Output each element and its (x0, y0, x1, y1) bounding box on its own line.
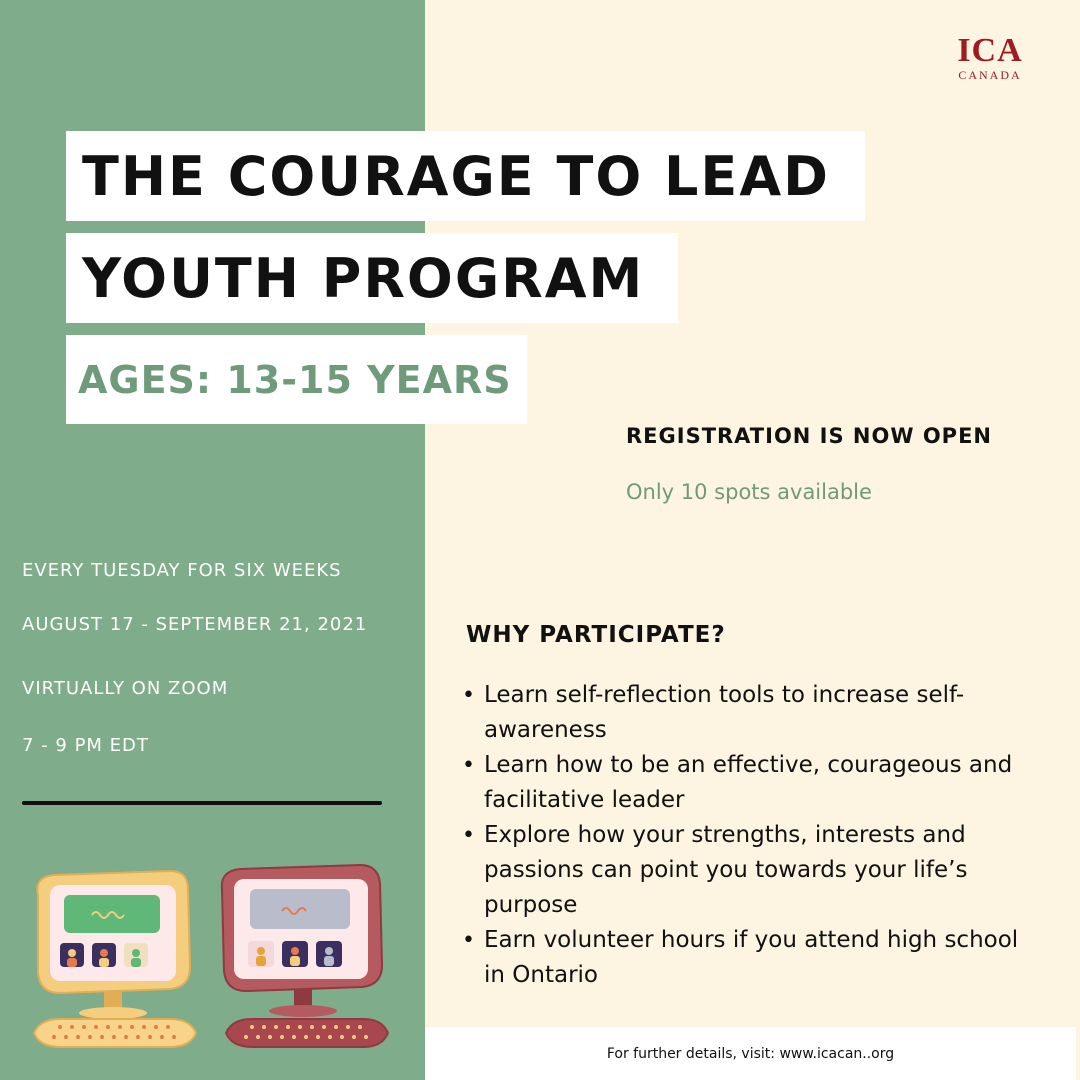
ages-label: AGES: 13-15 YEARS (78, 357, 512, 402)
ages-box (66, 335, 527, 424)
logo-sub-text: CANADA (958, 68, 1022, 82)
benefit-item: • Learn how to be an effective, courageous and facilitative leader (462, 748, 1042, 818)
computer-yellow-icon (34, 871, 196, 1047)
why-participate-heading: WHY PARTICIPATE? (466, 622, 726, 648)
title-line-2: YOUTH PROGRAM (82, 246, 645, 310)
benefit-item: • Earn volunteer hours if you attend high school in Ontario (462, 923, 1042, 993)
schedule-time: 7 - 9 PM EDT (22, 735, 149, 756)
schedule-frequency: EVERY TUESDAY FOR SIX WEEKS (22, 560, 342, 581)
computers-illustration (20, 855, 400, 1055)
title-line-1: THE COURAGE TO LEAD (82, 144, 830, 208)
divider-line (22, 801, 382, 805)
benefit-item: • Explore how your strengths, interests and passions can point you towards your life’s purpose (462, 818, 1042, 923)
title-line-2-box (66, 233, 678, 323)
computer-red-icon (222, 865, 388, 1047)
title-line-1-box (66, 131, 865, 221)
logo-main-text: ICA (957, 32, 1023, 69)
benefits-list (462, 678, 1042, 993)
footer-text: For further details, visit: www.icacan..org (606, 1045, 895, 1062)
spots-available: Only 10 spots available (626, 480, 872, 504)
registration-heading: REGISTRATION IS NOW OPEN (626, 424, 992, 448)
footer-bar (425, 1027, 1076, 1080)
schedule-location: VIRTUALLY ON ZOOM (22, 678, 229, 699)
schedule-dates: AUGUST 17 - SEPTEMBER 21, 2021 (22, 614, 368, 635)
benefit-item: • Learn self-reflection tools to increase self-awareness (462, 678, 1042, 748)
ica-canada-logo (948, 34, 1032, 82)
